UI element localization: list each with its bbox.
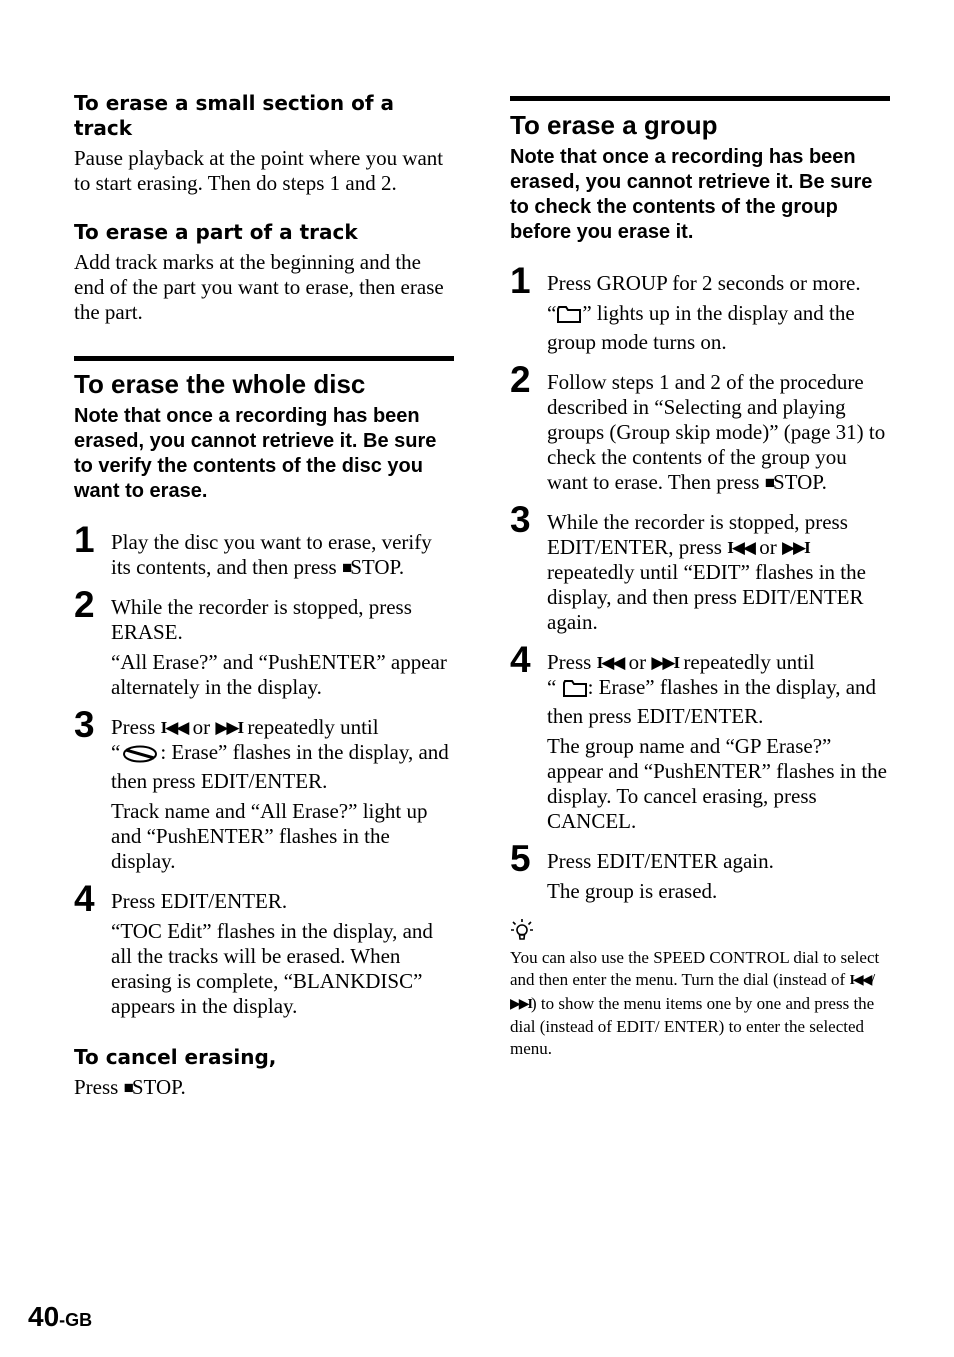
right-column [510,0,890,1060]
step-number: 1 [510,260,531,301]
folder-icon [562,678,588,704]
part-track-heading: To erase a part of a track [74,220,358,244]
disc-step-1 [74,519,454,580]
step-text: Press EDIT/ENTER again. [547,849,774,873]
step-number: 3 [510,499,531,540]
step-text: Press EDIT/ENTER. [111,889,288,913]
step-number: 4 [74,878,95,919]
section-rule [510,96,890,101]
disc-icon [120,743,160,769]
step-number: 2 [74,584,95,625]
disc-step-4 [74,878,454,1019]
step-subtext: The group name and “GP Erase?” appear and “PushENTER” flashes in the display. To cancel erasing, press CANCEL. [547,734,887,833]
cancel-heading: To cancel erasing, [74,1045,277,1069]
step-subtext: The group is erased. [547,879,718,903]
group-step-4 [510,639,890,834]
folder-icon [556,304,582,330]
step-text: Follow steps 1 and 2 of the procedure described in “Selecting and playing groups (Group skip mode)” (page 31) to check the contents of the group you want to erase. Then press ■STOP. [547,370,886,494]
step-number: 5 [510,838,531,879]
previous-track-icon: I◀◀ [596,653,624,672]
whole-disc-note: Note that once a recording has been erased, you cannot retrieve it. Be sure to verify the contents of the disc you want to erase. [74,405,437,502]
disc-step-3 [74,704,454,874]
previous-track-icon: I◀◀ [727,538,754,557]
step-number: 3 [74,704,95,745]
small-section-heading: To erase a small section of a track [74,91,394,140]
previous-track-icon: I◀◀ [849,973,871,989]
step-text: Play the disc you want to erase, verify its contents, and then press ■STOP. [111,530,432,579]
group-step-2 [510,359,890,495]
step-number: 4 [510,639,531,680]
section-rule [74,356,454,361]
tip-text: You can also use the SPEED CONTROL dial to select and then enter the menu. Turn the dial (instead of I◀◀/▶▶I) to show the menu items one by one and press the dial (instead of EDIT/ ENTER) to enter the selected menu. [510,948,880,1059]
page-number: 40-GB [28,1301,93,1332]
step-subtext: Track name and “All Erase?” light up and “PushENTER” flashes in the display. [111,799,428,873]
previous-track-icon: I◀◀ [160,718,188,737]
group-step-3 [510,499,890,635]
step-text: While the recorder is stopped, press EDIT/ENTER, press I◀◀ or ▶▶I repeatedly until “EDIT” flashes in the display, and then press EDIT/ENTER again. [547,510,866,634]
step-text: Press GROUP for 2 seconds or more. [547,271,861,295]
step-text: Press I◀◀ or ▶▶I repeatedly until “ : Erase” flashes in the display, and then press EDIT/ENTER. [111,715,449,793]
next-track-icon: ▶▶I [510,996,531,1012]
group-title: To erase a group [510,110,718,140]
stop-icon: ■ [123,1078,132,1097]
group-step-5 [510,838,890,904]
next-track-icon: ▶▶I [651,653,679,672]
step-subtext: “ ” lights up in the display and the group mode turns on. [547,301,855,354]
group-step-1 [510,260,890,355]
step-text: Press I◀◀ or ▶▶I repeatedly until “ : Erase” flashes in the display, and then press EDIT/ENTER. [547,650,877,728]
step-number: 2 [510,359,531,400]
part-track-text: Add track marks at the beginning and the end of the part you want to erase, then erase the part. [74,250,444,324]
tip-icon [510,918,890,947]
step-subtext: “TOC Edit” flashes in the display, and all the tracks will be erased. When erasing is complete, “BLANKDISC” appears in the display. [111,919,433,1018]
left-column [74,0,454,1100]
disc-step-2 [74,584,454,700]
small-section-text: Pause playback at the point where you want to start erasing. Then do steps 1 and 2. [74,146,444,195]
cancel-text: Press ■STOP. [74,1075,186,1099]
next-track-icon: ▶▶I [781,538,809,557]
whole-disc-title: To erase the whole disc [74,369,366,399]
step-subtext: “All Erase?” and “PushENTER” appear alternately in the display. [111,650,447,699]
next-track-icon: ▶▶I [215,718,243,737]
group-note: Note that once a recording has been erased, you cannot retrieve it. Be sure to check the contents of the group before you erase it. [510,146,873,243]
stop-icon: ■ [764,473,773,492]
step-number: 1 [74,519,95,560]
step-text: While the recorder is stopped, press ERASE. [111,595,412,644]
stop-icon: ■ [341,558,351,577]
